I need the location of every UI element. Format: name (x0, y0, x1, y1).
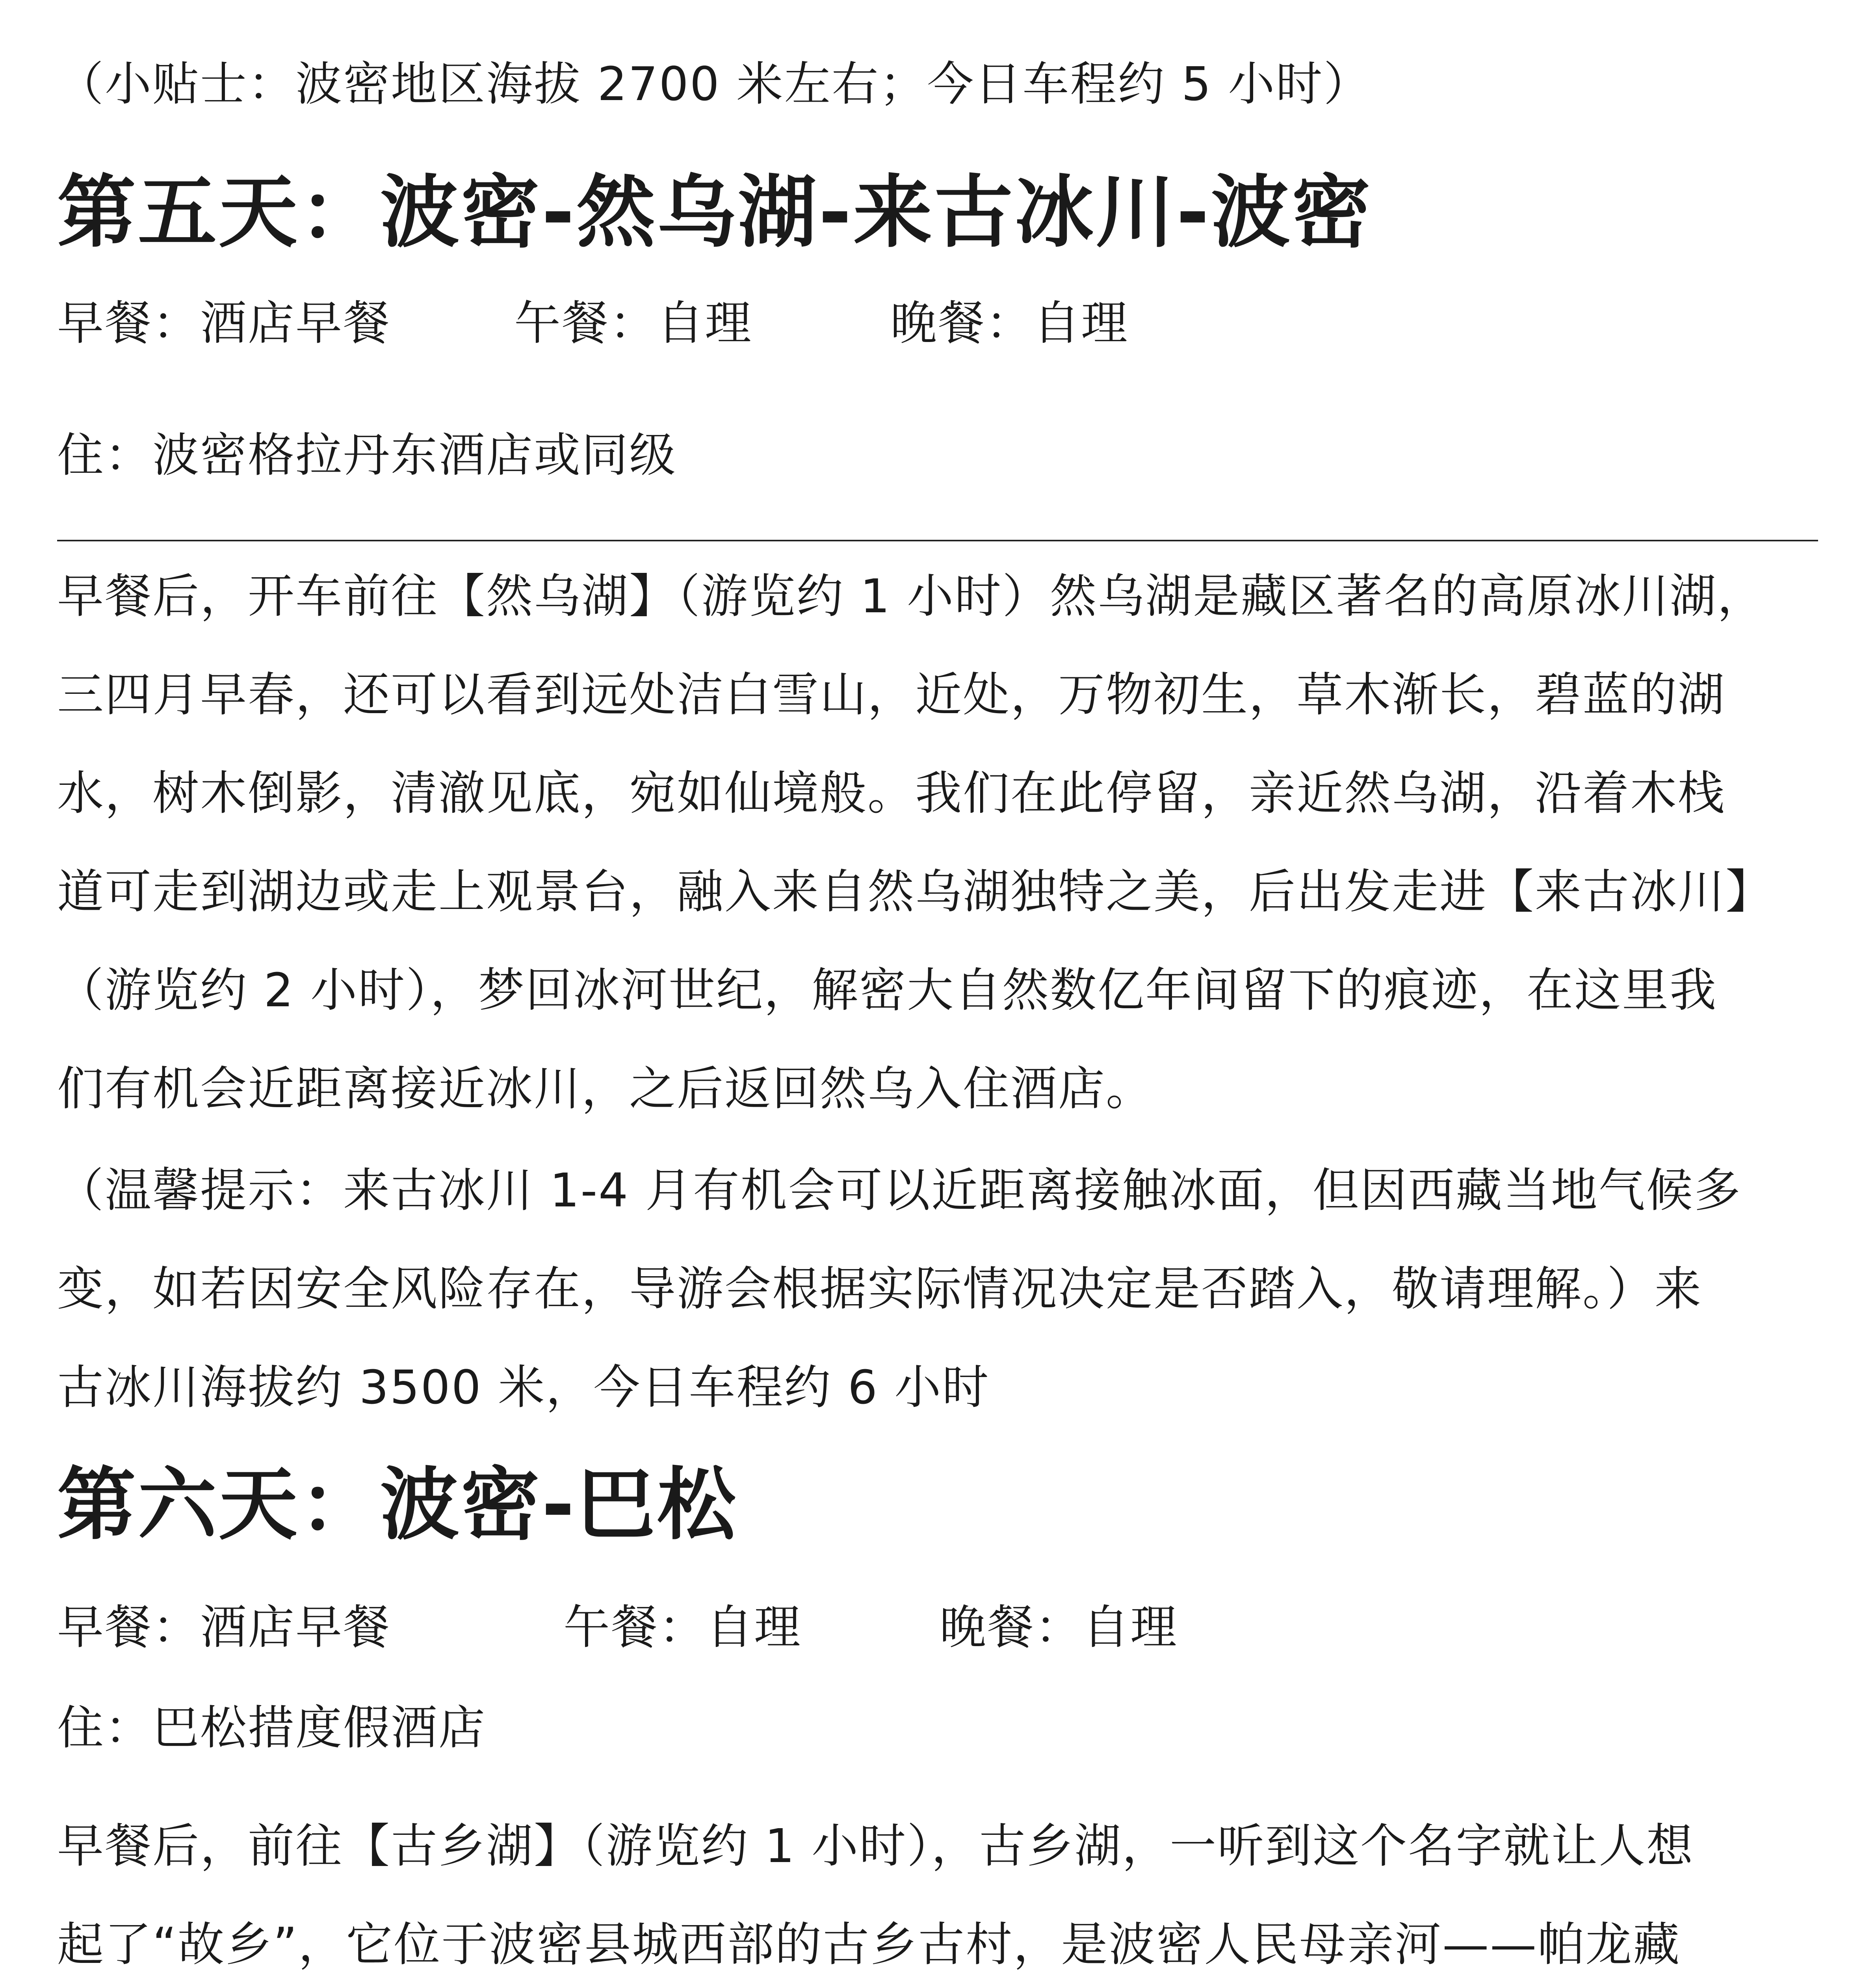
day5-body-line: 道可走到湖边或走上观景台，融入来自然乌湖独特之美，后出发走进【来古冰川】 (57, 864, 1774, 919)
day6-title: 第六天：波密-巴松 (57, 1459, 738, 1551)
day5-note-line: 变，如若因安全风险存在，导游会根据实际情况决定是否踏入，敬请理解。）来 (57, 1262, 1703, 1316)
day5-stay: 住：波密格拉丹东酒店或同级 (57, 428, 677, 482)
day5-dinner: 晚餐：自理 (890, 296, 1129, 350)
day5-body (57, 547, 1818, 1138)
day5-lunch: 午餐：自理 (514, 296, 753, 350)
tip-line: （小贴士：波密地区海拔 2700 米左右；今日车程约 5 小时） (57, 57, 1371, 111)
day5-title: 第五天：波密-然乌湖-来古冰川-波密 (57, 167, 1373, 258)
day6-lunch: 午餐：自理 (563, 1600, 802, 1654)
day5-breakfast: 早餐：酒店早餐 (57, 296, 391, 350)
day6-stay: 住：巴松措度假酒店 (57, 1701, 487, 1755)
day5-body-line: 三四月早春，还可以看到远处洁白雪山，近处，万物初生，草木渐长，碧蓝的湖 (57, 667, 1726, 722)
day5-note (57, 1141, 1818, 1437)
day6-dinner: 晚餐：自理 (940, 1600, 1178, 1654)
day5-note-line: 古冰川海拔约 3500 米，今日车程约 6 小时 (57, 1360, 990, 1414)
day6-body-line: 早餐后，前往【古乡湖】（游览约 1 小时），古乡湖，一听到这个名字就让人想 (57, 1819, 1694, 1873)
day5-note-line: （温馨提示：来古冰川 1-4 月有机会可以近距离接触冰面，但因西藏当地气候多 (57, 1163, 1742, 1217)
day5-body-line: 早餐后，开车前往【然乌湖】（游览约 1 小时）然乌湖是藏区著名的高原冰川湖， (57, 569, 1765, 623)
day5-body-line: 们有机会近距离接近冰川，之后返回然乌入住酒店。 (57, 1061, 1154, 1116)
day6-breakfast: 早餐：酒店早餐 (57, 1600, 391, 1654)
section-divider (57, 540, 1818, 541)
day6-body-line: 起了“故乡”，它位于波密县城西部的古乡古村，是波密人民母亲河——帕龙藏 (57, 1917, 1681, 1970)
day5-body-line: （游览约 2 小时），梦回冰河世纪，解密大自然数亿年间留下的痕迹，在这里我 (57, 963, 1718, 1017)
day6-body (57, 1797, 1818, 1970)
day5-body-line: 水，树木倒影，清澈见底，宛如仙境般。我们在此停留，亲近然乌湖，沿着木栈 (57, 766, 1726, 820)
